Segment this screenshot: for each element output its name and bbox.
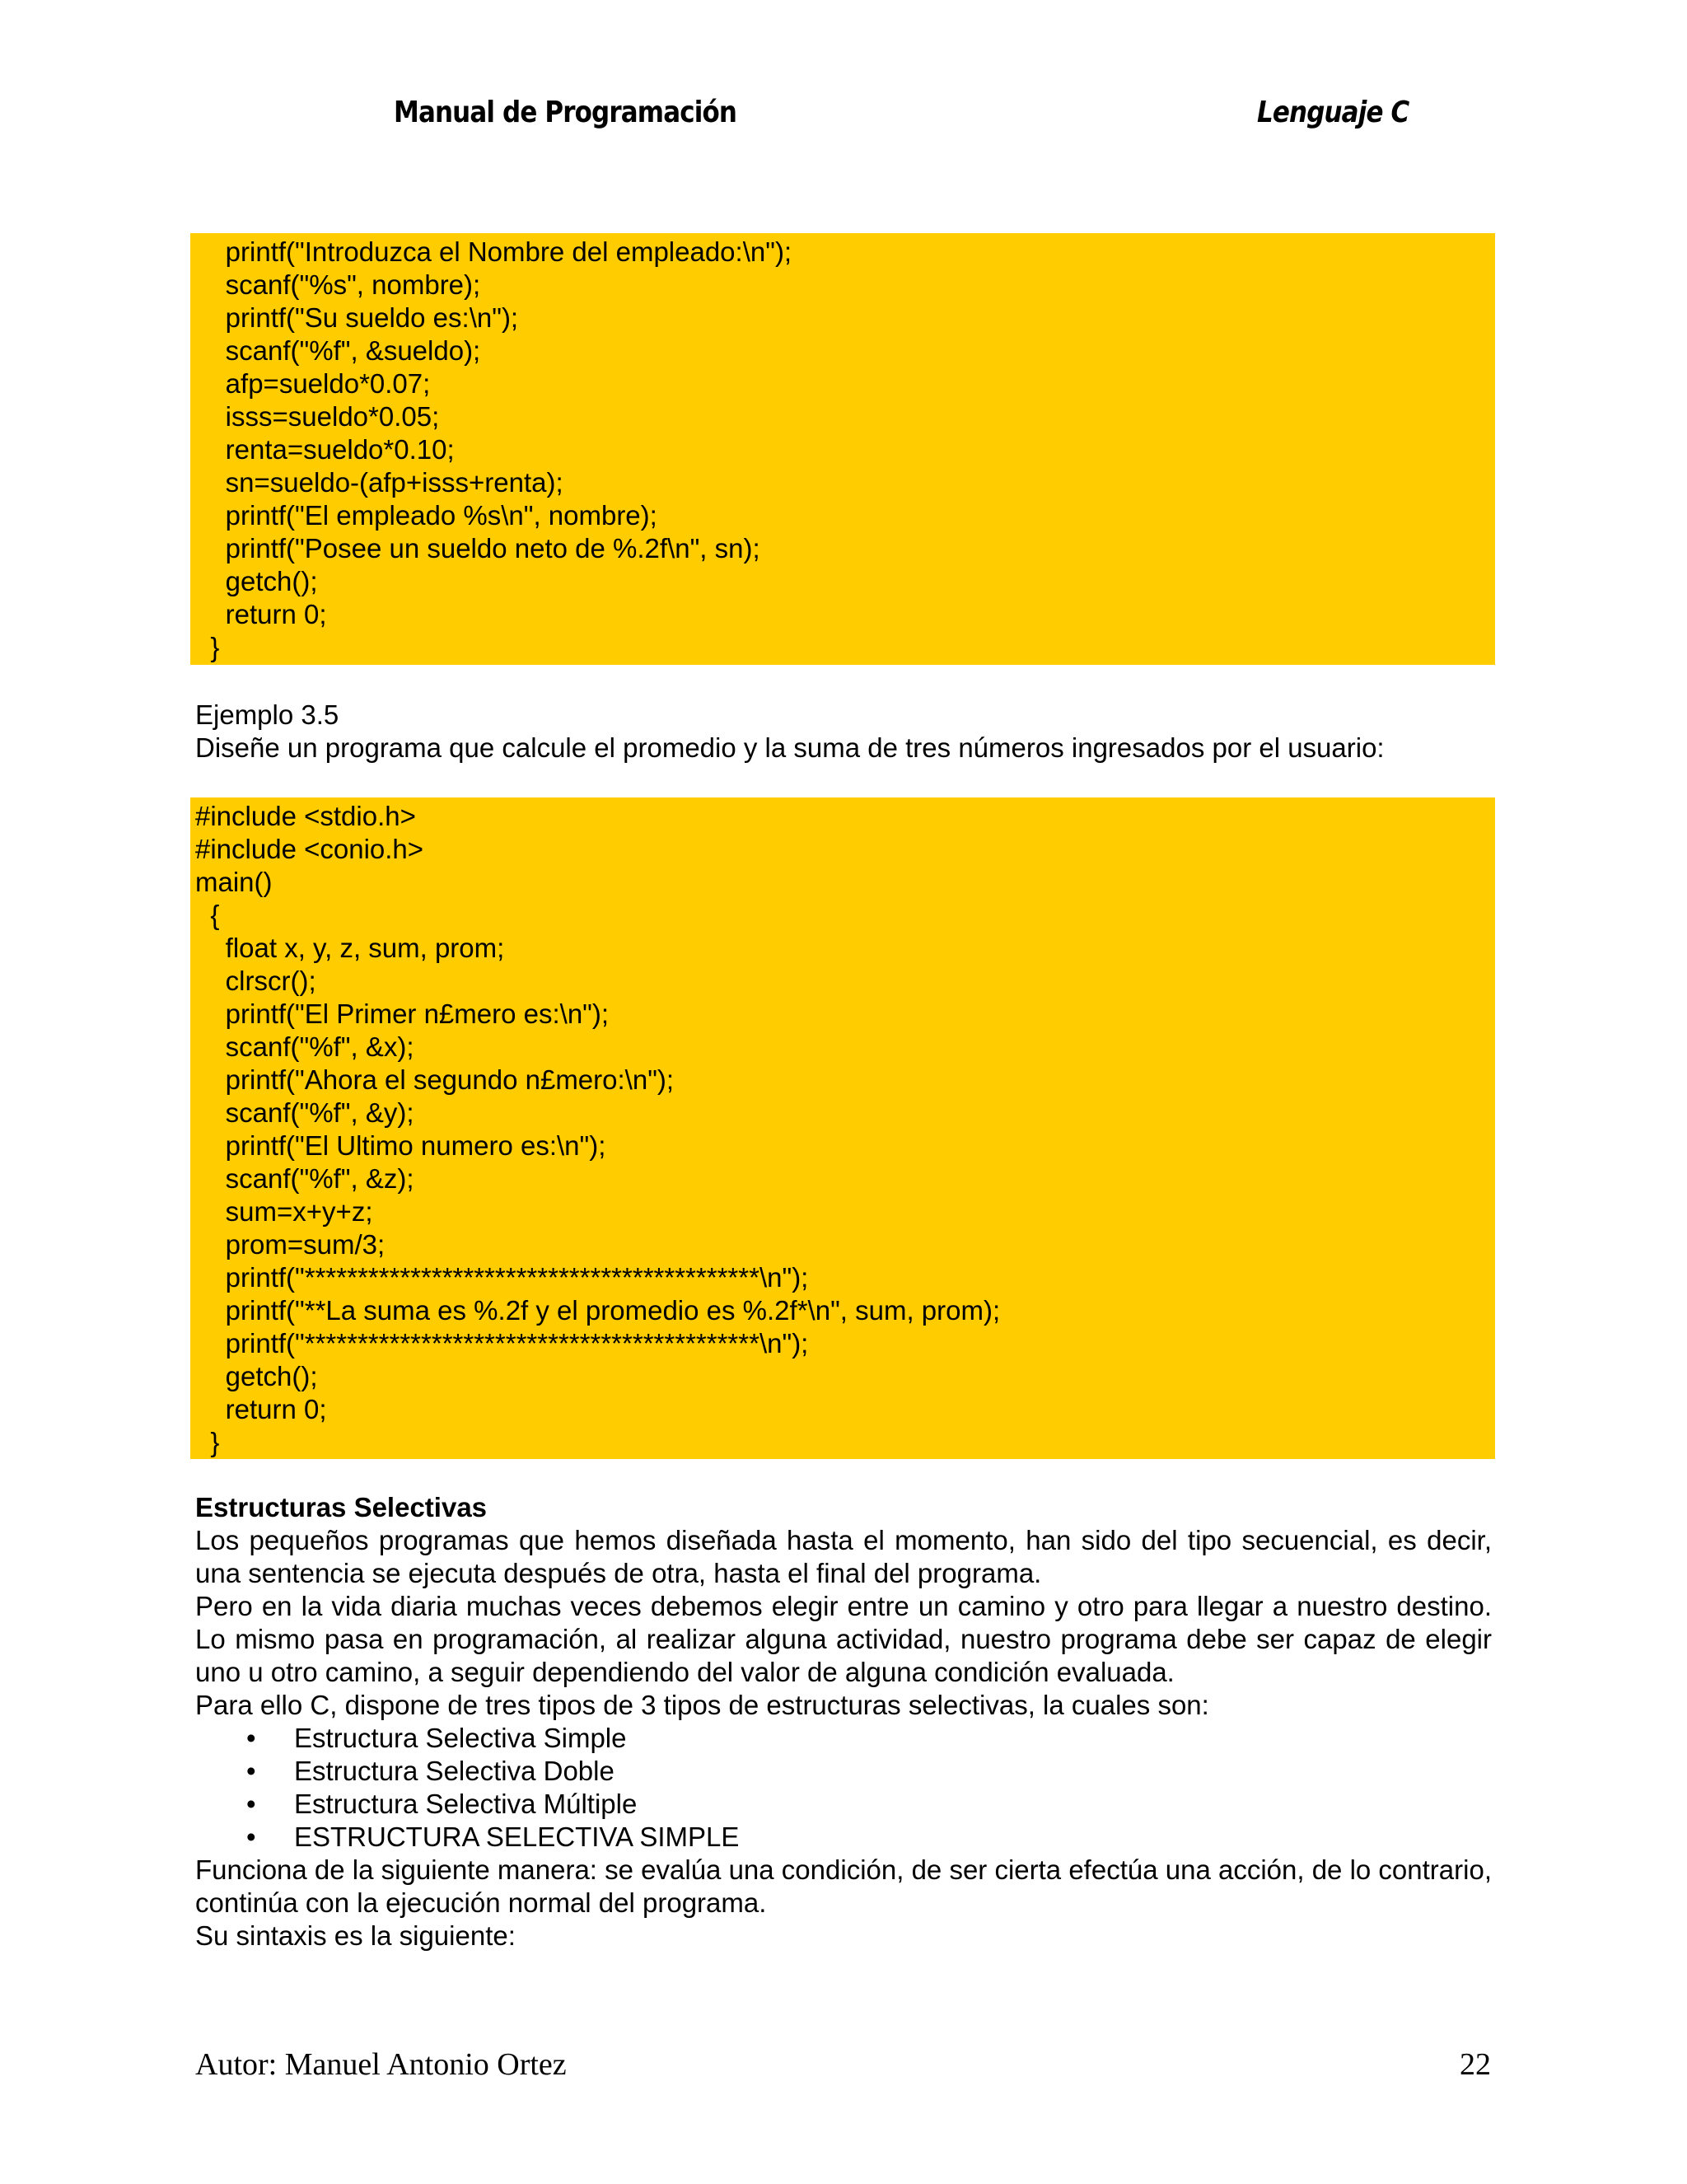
code-line: scanf("%f", &x); (195, 1031, 414, 1062)
code-line: scanf("%s", nombre); (195, 269, 481, 300)
code-line: getch(); (195, 1361, 318, 1391)
list-item (195, 1788, 1492, 1821)
code-line: sn=sueldo-(afp+isss+renta); (195, 467, 563, 498)
code-line: printf("El empleado %s\n", nombre); (195, 500, 657, 531)
code-line: printf("Su sueldo es:\n"); (195, 302, 519, 333)
list-item-label: ESTRUCTURA SELECTIVA SIMPLE (294, 1822, 740, 1852)
code-line: scanf("%f", &sueldo); (195, 335, 481, 366)
list-item-label: Estructura Selectiva Doble (294, 1756, 615, 1786)
list-item (195, 1821, 1492, 1854)
footer-author: Autor: Manuel Antonio Ortez (195, 2047, 567, 2082)
list-item-label: Estructura Selectiva Múltiple (294, 1789, 638, 1819)
code-line: getch(); (195, 566, 318, 596)
code-line: scanf("%f", &z); (195, 1163, 414, 1194)
code-line: main() (195, 867, 273, 897)
code-line: renta=sueldo*0.10; (195, 434, 455, 465)
code-line: prom=sum/3; (195, 1229, 386, 1260)
code-line: #include <stdio.h> (195, 801, 416, 831)
page-number: 22 (1460, 2047, 1491, 2082)
header-language-title: Lenguaje C (1256, 96, 1409, 129)
code-block-employee-salary (190, 233, 1495, 665)
code-line: printf("Introduzca el Nombre del empleado:\n"); (195, 236, 792, 267)
example-description: Diseñe un programa que calcule el promedio y la suma de tres números ingresados por el usuario: (195, 732, 1385, 763)
code-line: printf("**La suma es %.2f y el promedio es %.2f*\n", sum, prom); (195, 1295, 1001, 1326)
list-item (195, 1755, 1492, 1788)
code-line: return 0; (195, 1394, 327, 1424)
code-line: printf("El Primer n£mero es:\n"); (195, 998, 610, 1029)
bullet-icon: • (246, 1723, 256, 1753)
bullet-icon: • (246, 1789, 256, 1819)
list-item-label: Estructura Selectiva Simple (294, 1723, 627, 1753)
code-line: { (195, 900, 220, 930)
example-title: Ejemplo 3.5 (195, 699, 339, 730)
bullet-icon: • (246, 1822, 256, 1852)
code-line: } (195, 1427, 220, 1457)
code-line: } (195, 632, 220, 662)
section-heading: Estructuras Selectivas (195, 1492, 488, 1522)
code-line: printf("*******************************************\n"); (195, 1328, 809, 1359)
code-line: printf("El Ultimo numero es:\n"); (195, 1130, 606, 1161)
code-block-average-sum (190, 797, 1495, 1459)
bullet-list (195, 1722, 1492, 1854)
paragraph: Para ello C, dispone de tres tipos de 3 tipos de estructuras selectivas, la cuales son: (195, 1690, 1209, 1720)
code-line: sum=x+y+z; (195, 1196, 373, 1227)
paragraph: Pero en la vida diaria muchas veces debemos elegir entre un camino y otro para llegar a nuestro destino. Lo mismo pasa en programación, al realizar alguna actividad, nuestro programa debe ser capaz de elegir uno u otro camino, a seguir dependiendo del valor de alguna condición evaluada. (195, 1591, 1492, 1687)
code-line: isss=sueldo*0.05; (195, 401, 440, 432)
paragraph: Su sintaxis es la siguiente: (195, 1920, 516, 1951)
paragraph: Funciona de la siguiente manera: se evalúa una condición, de ser cierta efectúa una acción, de lo contrario, continúa con la ejecución normal del programa. (195, 1854, 1492, 1918)
bullet-icon: • (246, 1756, 256, 1786)
header-manual-title: Manual de Programación (394, 96, 737, 129)
code-line: clrscr(); (195, 966, 316, 996)
code-line: printf("*******************************************\n"); (195, 1262, 809, 1293)
code-line: printf("Posee un sueldo neto de %.2f\n", sn); (195, 533, 760, 564)
code-line: afp=sueldo*0.07; (195, 368, 431, 399)
code-line: float x, y, z, sum, prom; (195, 933, 505, 963)
paragraph: Los pequeños programas que hemos diseñada hasta el momento, han sido del tipo secuencial, es decir, una sentencia se ejecuta después de otra, hasta el final del programa. (195, 1525, 1492, 1588)
code-line: scanf("%f", &y); (195, 1097, 414, 1128)
list-item (195, 1722, 1492, 1755)
code-line: #include <conio.h> (195, 834, 424, 864)
code-line: printf("Ahora el segundo n£mero:\n"); (195, 1064, 675, 1095)
code-line: return 0; (195, 599, 327, 629)
section-selective-structures (195, 1491, 1492, 1953)
